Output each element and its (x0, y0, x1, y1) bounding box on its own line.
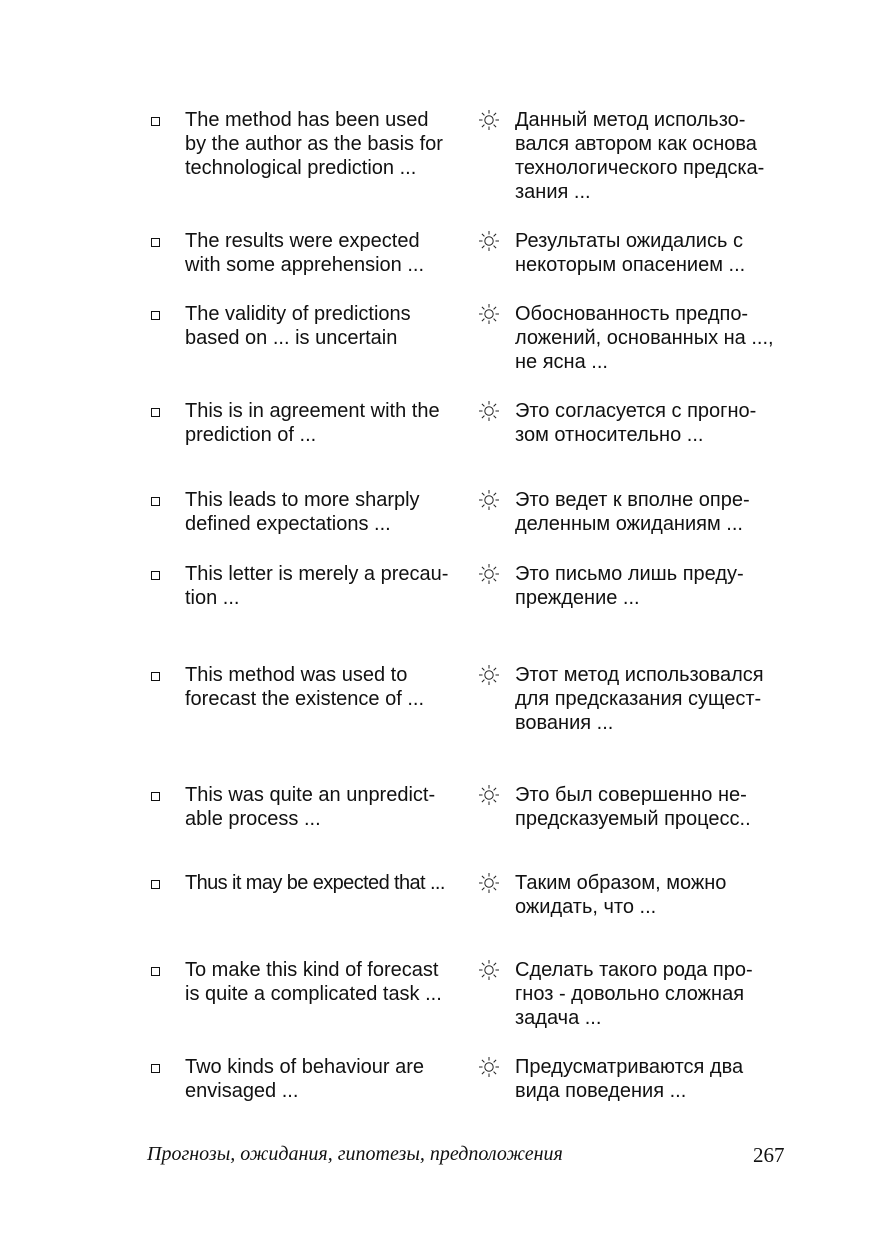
sun-outline-icon (478, 400, 500, 422)
english-line: defined expectations ... (185, 513, 391, 535)
sun-outline-icon (478, 784, 500, 806)
sun-outline-icon (478, 664, 500, 686)
russian-line: некоторым опасением ... (515, 254, 746, 276)
russian-translation (515, 399, 815, 447)
english-phrase (185, 108, 475, 180)
russian-line: Таким образом, можно (515, 872, 727, 894)
english-line: is quite a complicated task ... (185, 983, 442, 1005)
russian-line: деленным ожиданиям ... (515, 513, 743, 535)
checkbox-square-icon (151, 311, 160, 320)
russian-translation (515, 958, 815, 1030)
english-phrase (185, 663, 475, 711)
running-footer-title: Прогнозы, ожидания, гипотезы, предположения (147, 1143, 563, 1165)
checkbox-square-icon (151, 117, 160, 126)
russian-line: Обоснованность предпо- (515, 303, 749, 325)
russian-line: вида поведения ... (515, 1080, 687, 1102)
sun-outline-icon (478, 303, 500, 325)
sun-outline-icon (478, 230, 500, 252)
russian-translation (515, 302, 815, 374)
russian-translation (515, 1055, 815, 1103)
english-line: The method has been used (185, 109, 429, 131)
english-line: able process ... (185, 808, 321, 830)
english-phrase (185, 871, 475, 895)
english-line: based on ... is uncertain (185, 327, 398, 349)
russian-translation (515, 108, 815, 204)
russian-line: вования ... (515, 712, 614, 734)
russian-line: Это ведет к вполне опре- (515, 489, 750, 511)
russian-translation (515, 488, 815, 536)
english-line: To make this kind of forecast (185, 959, 439, 981)
russian-translation (515, 663, 815, 735)
russian-translation (515, 871, 815, 919)
russian-line: вался автором как основа (515, 133, 757, 155)
russian-line: Предусматриваются два (515, 1056, 744, 1078)
checkbox-square-icon (151, 672, 160, 681)
english-line: This letter is merely a precau- (185, 563, 449, 585)
english-phrase (185, 399, 475, 447)
russian-line: ложений, основанных на ..., (515, 327, 774, 349)
russian-line: технологического предска- (515, 157, 765, 179)
russian-line: зания ... (515, 181, 591, 203)
english-line: with some apprehension ... (185, 254, 425, 276)
english-phrase (185, 488, 475, 536)
sun-outline-icon (478, 109, 500, 131)
sun-outline-icon (478, 489, 500, 511)
english-line: prediction of ... (185, 424, 317, 446)
checkbox-square-icon (151, 1064, 160, 1073)
checkbox-square-icon (151, 571, 160, 580)
english-line: This method was used to (185, 664, 408, 686)
english-line: This leads to more sharply (185, 489, 420, 511)
russian-line: ожидать, что ... (515, 896, 657, 918)
english-line: The results were expected (185, 230, 420, 252)
checkbox-square-icon (151, 792, 160, 801)
russian-line: Это согласуется с прогно- (515, 400, 757, 422)
english-phrase (185, 783, 475, 831)
russian-line: зом относительно ... (515, 424, 704, 446)
english-line: by the author as the basis for (185, 133, 443, 155)
english-line: forecast the existence of ... (185, 688, 425, 710)
english-line: Thus it may be expected that ... (185, 872, 445, 894)
sun-outline-icon (478, 563, 500, 585)
checkbox-square-icon (151, 967, 160, 976)
sun-outline-icon (478, 1056, 500, 1078)
russian-line: Это был совершенно не- (515, 784, 747, 806)
russian-translation (515, 783, 815, 831)
russian-line: преждение ... (515, 587, 640, 609)
english-phrase (185, 1055, 475, 1103)
russian-translation (515, 562, 815, 610)
english-line: The validity of predictions (185, 303, 411, 325)
english-phrase (185, 229, 475, 277)
russian-translation (515, 229, 815, 277)
english-line: Two kinds of behaviour are (185, 1056, 425, 1078)
checkbox-square-icon (151, 238, 160, 247)
russian-line: Это письмо лишь преду- (515, 563, 744, 585)
english-phrase (185, 958, 475, 1006)
english-line: envisaged ... (185, 1080, 299, 1102)
russian-line: гноз - довольно сложная (515, 983, 745, 1005)
russian-line: Сделать такого рода про- (515, 959, 753, 981)
sun-outline-icon (478, 872, 500, 894)
russian-line: для предсказания сущест- (515, 688, 762, 710)
russian-line: предсказуемый процесс.. (515, 808, 751, 830)
english-line: This was quite an unpredict- (185, 784, 436, 806)
sun-outline-icon (478, 959, 500, 981)
russian-line: не ясна ... (515, 351, 608, 373)
checkbox-square-icon (151, 408, 160, 417)
russian-line: задача ... (515, 1007, 602, 1029)
english-phrase (185, 562, 475, 610)
checkbox-square-icon (151, 497, 160, 506)
english-line: tion ... (185, 587, 240, 609)
english-line: This is in agreement with the (185, 400, 440, 422)
russian-line: Данный метод использо- (515, 109, 746, 131)
checkbox-square-icon (151, 880, 160, 889)
russian-line: Этот метод использовался (515, 664, 764, 686)
english-line: technological prediction ... (185, 157, 417, 179)
russian-line: Результаты ожидались с (515, 230, 743, 252)
english-phrase (185, 302, 475, 350)
page-number: 267 (753, 1143, 785, 1167)
